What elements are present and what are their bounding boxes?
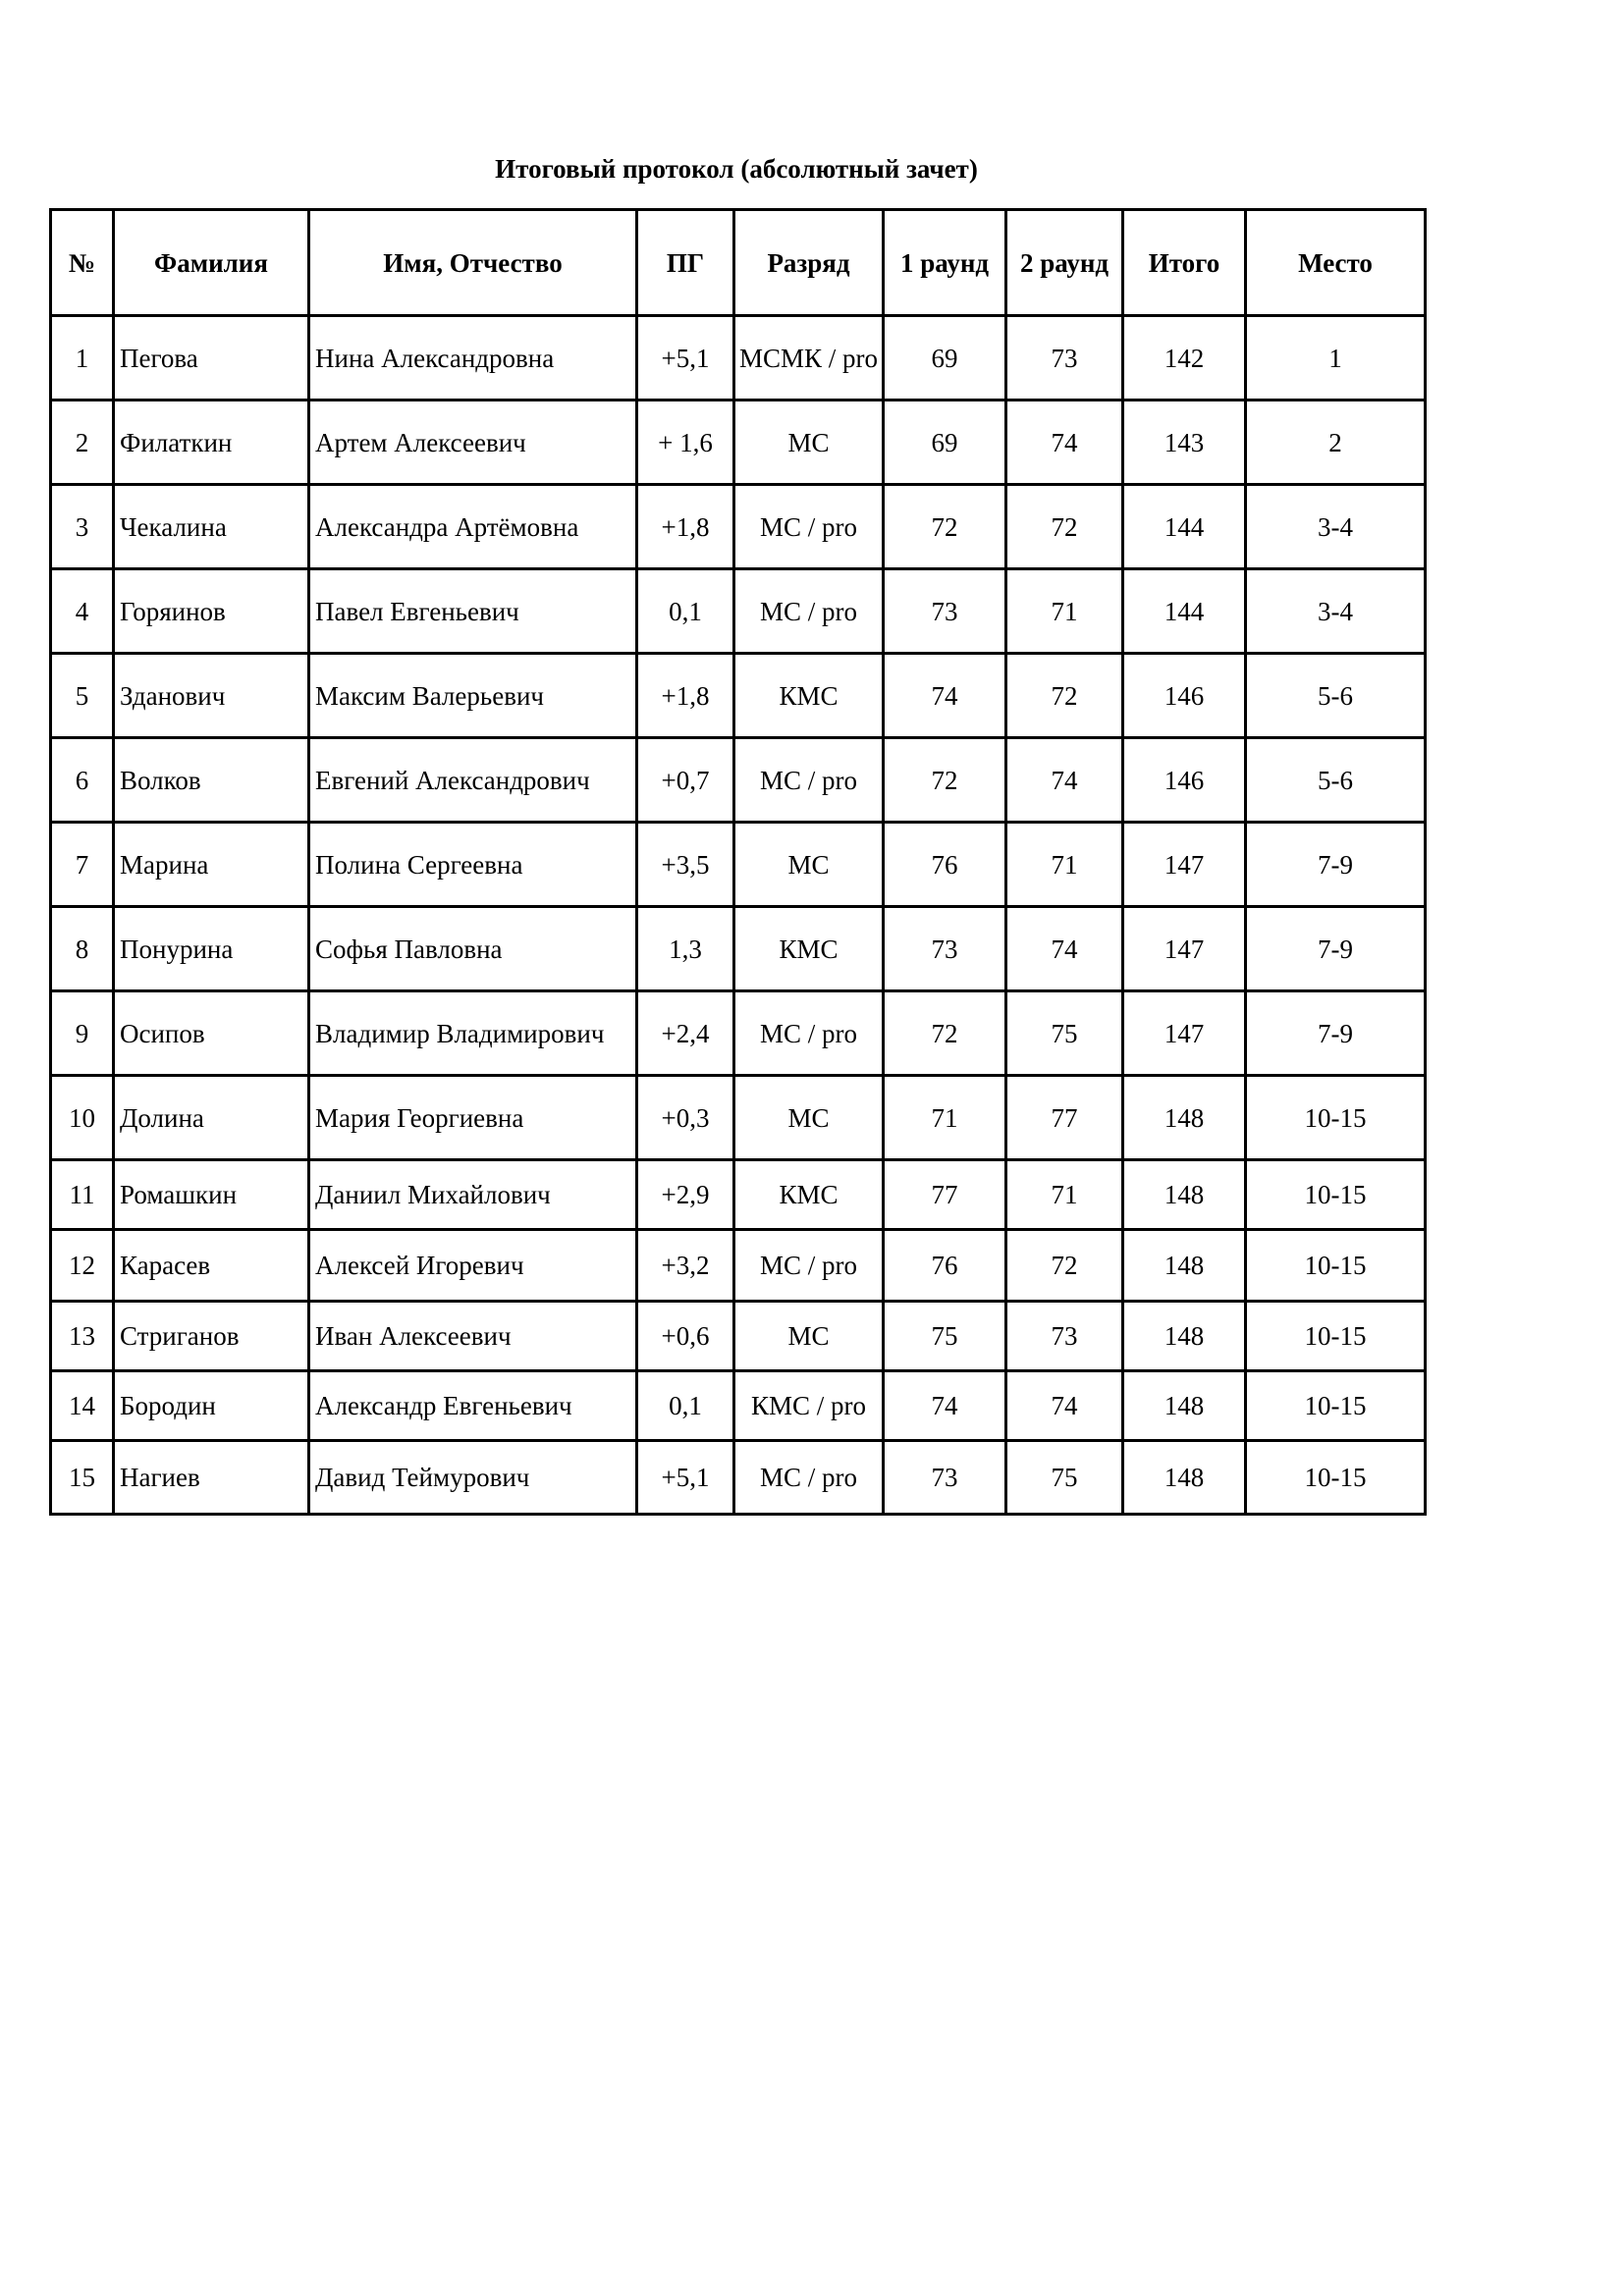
cell-pg: +2,4 xyxy=(637,991,734,1076)
page-title: Итоговый протокол (абсолютный зачет) xyxy=(495,154,978,184)
cell-pg: +3,5 xyxy=(637,823,734,907)
cell-place: 3-4 xyxy=(1246,485,1426,569)
cell-num: 12 xyxy=(51,1230,114,1302)
table-row xyxy=(51,991,1426,1076)
cell-num: 8 xyxy=(51,907,114,991)
cell-name: Евгений Александрович xyxy=(309,738,637,823)
cell-total: 142 xyxy=(1123,316,1246,400)
cell-pg: 0,1 xyxy=(637,1371,734,1441)
cell-pg: +5,1 xyxy=(637,1441,734,1515)
cell-round1: 73 xyxy=(884,1441,1006,1515)
cell-round2: 72 xyxy=(1006,485,1123,569)
cell-round1: 72 xyxy=(884,991,1006,1076)
cell-round2: 74 xyxy=(1006,907,1123,991)
cell-num: 2 xyxy=(51,400,114,485)
table-row xyxy=(51,1076,1426,1160)
cell-total: 148 xyxy=(1123,1441,1246,1515)
cell-round1: 74 xyxy=(884,1371,1006,1441)
cell-total: 148 xyxy=(1123,1230,1246,1302)
table-row xyxy=(51,1230,1426,1302)
cell-num: 10 xyxy=(51,1076,114,1160)
cell-num: 3 xyxy=(51,485,114,569)
cell-surname: Понурина xyxy=(114,907,309,991)
cell-num: 14 xyxy=(51,1371,114,1441)
cell-total: 144 xyxy=(1123,569,1246,654)
cell-total: 148 xyxy=(1123,1076,1246,1160)
cell-total: 144 xyxy=(1123,485,1246,569)
cell-surname: Филаткин xyxy=(114,400,309,485)
cell-rank: МСМК / pro xyxy=(734,316,884,400)
cell-rank: КМС xyxy=(734,907,884,991)
cell-num: 13 xyxy=(51,1302,114,1371)
results-table xyxy=(49,208,1427,1516)
cell-round1: 77 xyxy=(884,1160,1006,1230)
cell-surname: Горяинов xyxy=(114,569,309,654)
table-row xyxy=(51,400,1426,485)
cell-surname: Ромашкин xyxy=(114,1160,309,1230)
table-row xyxy=(51,1371,1426,1441)
cell-round1: 69 xyxy=(884,400,1006,485)
table-row xyxy=(51,823,1426,907)
cell-rank: МС / pro xyxy=(734,569,884,654)
cell-total: 143 xyxy=(1123,400,1246,485)
cell-pg: +3,2 xyxy=(637,1230,734,1302)
cell-surname: Бородин xyxy=(114,1371,309,1441)
table-row xyxy=(51,569,1426,654)
cell-name: Максим Валерьевич xyxy=(309,654,637,738)
cell-round2: 71 xyxy=(1006,823,1123,907)
cell-round2: 72 xyxy=(1006,654,1123,738)
table-row xyxy=(51,1302,1426,1371)
cell-surname: Марина xyxy=(114,823,309,907)
cell-round2: 73 xyxy=(1006,316,1123,400)
cell-pg: +5,1 xyxy=(637,316,734,400)
cell-total: 146 xyxy=(1123,654,1246,738)
cell-total: 147 xyxy=(1123,991,1246,1076)
table-row xyxy=(51,907,1426,991)
cell-pg: +1,8 xyxy=(637,485,734,569)
cell-num: 5 xyxy=(51,654,114,738)
cell-rank: КМС / pro xyxy=(734,1371,884,1441)
cell-surname: Нагиев xyxy=(114,1441,309,1515)
cell-round2: 71 xyxy=(1006,569,1123,654)
cell-name: Нина Александровна xyxy=(309,316,637,400)
cell-name: Иван Алексеевич xyxy=(309,1302,637,1371)
cell-name: Павел Евгеньевич xyxy=(309,569,637,654)
cell-rank: МС / pro xyxy=(734,1230,884,1302)
cell-name: Даниил Михайлович xyxy=(309,1160,637,1230)
cell-surname: Долина xyxy=(114,1076,309,1160)
cell-round1: 76 xyxy=(884,1230,1006,1302)
cell-name: Владимир Владимирович xyxy=(309,991,637,1076)
cell-num: 7 xyxy=(51,823,114,907)
cell-round1: 74 xyxy=(884,654,1006,738)
cell-pg: 1,3 xyxy=(637,907,734,991)
cell-round2: 75 xyxy=(1006,1441,1123,1515)
header-name: Имя, Отчество xyxy=(309,210,637,316)
cell-round1: 71 xyxy=(884,1076,1006,1160)
cell-total: 147 xyxy=(1123,823,1246,907)
cell-pg: +1,8 xyxy=(637,654,734,738)
cell-round2: 77 xyxy=(1006,1076,1123,1160)
cell-round2: 74 xyxy=(1006,738,1123,823)
cell-rank: МС / pro xyxy=(734,1441,884,1515)
cell-rank: МС / pro xyxy=(734,485,884,569)
cell-pg: +0,3 xyxy=(637,1076,734,1160)
cell-surname: Чекалина xyxy=(114,485,309,569)
cell-total: 147 xyxy=(1123,907,1246,991)
cell-place: 1 xyxy=(1246,316,1426,400)
cell-name: Софья Павловна xyxy=(309,907,637,991)
cell-total: 148 xyxy=(1123,1160,1246,1230)
header-pg: ПГ xyxy=(637,210,734,316)
cell-name: Давид Теймурович xyxy=(309,1441,637,1515)
cell-pg: +0,6 xyxy=(637,1302,734,1371)
cell-name: Артем Алексеевич xyxy=(309,400,637,485)
cell-num: 9 xyxy=(51,991,114,1076)
cell-round1: 73 xyxy=(884,569,1006,654)
cell-place: 10-15 xyxy=(1246,1441,1426,1515)
table-row xyxy=(51,1160,1426,1230)
cell-rank: МС / pro xyxy=(734,738,884,823)
table-row xyxy=(51,1441,1426,1515)
cell-name: Александра Артёмовна xyxy=(309,485,637,569)
cell-pg: 0,1 xyxy=(637,569,734,654)
cell-round2: 71 xyxy=(1006,1160,1123,1230)
header-total: Итого xyxy=(1123,210,1246,316)
cell-num: 1 xyxy=(51,316,114,400)
header-place: Место xyxy=(1246,210,1426,316)
cell-round1: 69 xyxy=(884,316,1006,400)
cell-rank: МС xyxy=(734,1302,884,1371)
cell-round1: 75 xyxy=(884,1302,1006,1371)
cell-pg: + 1,6 xyxy=(637,400,734,485)
cell-total: 148 xyxy=(1123,1371,1246,1441)
cell-round1: 72 xyxy=(884,485,1006,569)
cell-surname: Карасев xyxy=(114,1230,309,1302)
cell-name: Александр Евгеньевич xyxy=(309,1371,637,1441)
cell-place: 7-9 xyxy=(1246,991,1426,1076)
cell-surname: Волков xyxy=(114,738,309,823)
cell-round1: 72 xyxy=(884,738,1006,823)
cell-pg: +0,7 xyxy=(637,738,734,823)
cell-surname: Стриганов xyxy=(114,1302,309,1371)
cell-rank: МС xyxy=(734,400,884,485)
cell-place: 10-15 xyxy=(1246,1302,1426,1371)
cell-rank: МС xyxy=(734,823,884,907)
cell-place: 10-15 xyxy=(1246,1371,1426,1441)
cell-place: 5-6 xyxy=(1246,738,1426,823)
cell-total: 148 xyxy=(1123,1302,1246,1371)
cell-place: 2 xyxy=(1246,400,1426,485)
cell-rank: КМС xyxy=(734,654,884,738)
cell-rank: МС xyxy=(734,1076,884,1160)
cell-surname: Пегова xyxy=(114,316,309,400)
cell-place: 7-9 xyxy=(1246,823,1426,907)
cell-name: Мария Георгиевна xyxy=(309,1076,637,1160)
cell-num: 11 xyxy=(51,1160,114,1230)
header-round2: 2 раунд xyxy=(1006,210,1123,316)
cell-place: 5-6 xyxy=(1246,654,1426,738)
cell-round1: 76 xyxy=(884,823,1006,907)
cell-surname: Зданович xyxy=(114,654,309,738)
cell-place: 10-15 xyxy=(1246,1076,1426,1160)
cell-total: 146 xyxy=(1123,738,1246,823)
cell-surname: Осипов xyxy=(114,991,309,1076)
cell-place: 10-15 xyxy=(1246,1160,1426,1230)
cell-round1: 73 xyxy=(884,907,1006,991)
cell-rank: МС / pro xyxy=(734,991,884,1076)
cell-name: Полина Сергеевна xyxy=(309,823,637,907)
table-row xyxy=(51,654,1426,738)
cell-round2: 74 xyxy=(1006,1371,1123,1441)
cell-round2: 72 xyxy=(1006,1230,1123,1302)
cell-place: 3-4 xyxy=(1246,569,1426,654)
cell-place: 7-9 xyxy=(1246,907,1426,991)
results-body xyxy=(51,316,1426,1515)
cell-num: 15 xyxy=(51,1441,114,1515)
cell-round2: 73 xyxy=(1006,1302,1123,1371)
cell-name: Алексей Игоревич xyxy=(309,1230,637,1302)
table-row xyxy=(51,738,1426,823)
table-row xyxy=(51,485,1426,569)
header-surname: Фамилия xyxy=(114,210,309,316)
header-num: № xyxy=(51,210,114,316)
cell-round2: 74 xyxy=(1006,400,1123,485)
cell-place: 10-15 xyxy=(1246,1230,1426,1302)
cell-num: 6 xyxy=(51,738,114,823)
cell-num: 4 xyxy=(51,569,114,654)
header-round1: 1 раунд xyxy=(884,210,1006,316)
header-rank: Разряд xyxy=(734,210,884,316)
cell-rank: КМС xyxy=(734,1160,884,1230)
header-row xyxy=(51,210,1426,316)
cell-round2: 75 xyxy=(1006,991,1123,1076)
cell-pg: +2,9 xyxy=(637,1160,734,1230)
table-row xyxy=(51,316,1426,400)
